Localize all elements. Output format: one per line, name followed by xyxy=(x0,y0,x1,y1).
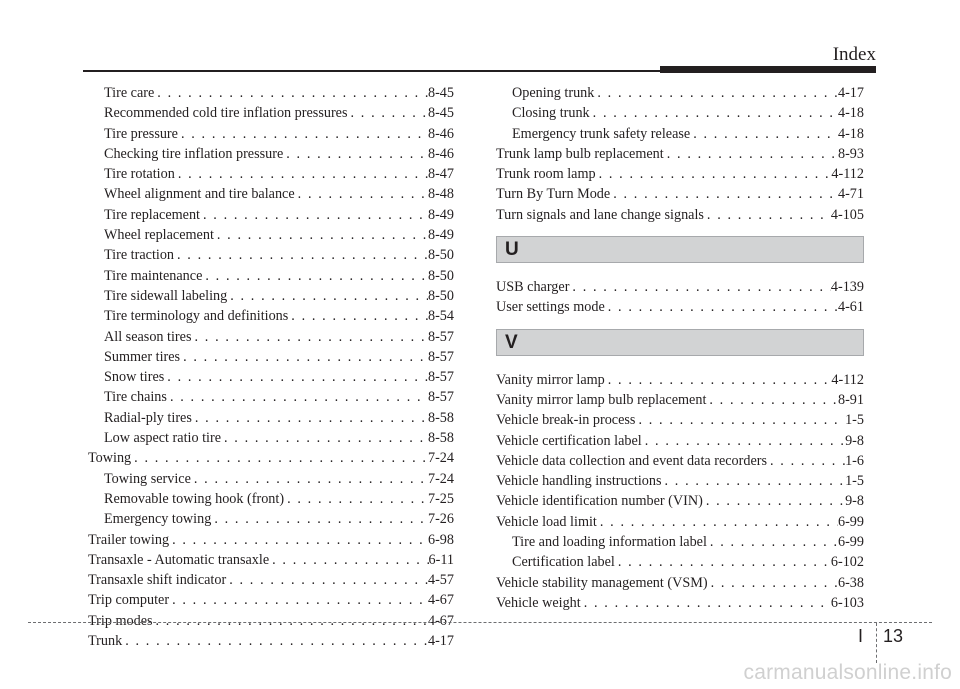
entry-page: 1-6 xyxy=(845,452,864,469)
dot-leader xyxy=(153,611,428,631)
index-entry xyxy=(88,205,454,225)
index-entry xyxy=(88,550,454,570)
dot-leader xyxy=(610,184,838,204)
index-entry xyxy=(496,451,864,471)
dot-leader xyxy=(707,532,838,552)
dot-leader xyxy=(211,509,428,529)
entry-label: Transaxle shift indicator xyxy=(88,572,227,589)
entry-page: 8-48 xyxy=(427,186,454,203)
index-entry xyxy=(88,631,454,651)
dot-leader xyxy=(295,184,428,204)
index-entry xyxy=(88,469,454,489)
index-entry xyxy=(496,83,864,103)
entry-label: Summer tires xyxy=(104,348,181,365)
index-entry xyxy=(496,573,864,593)
index-entry xyxy=(88,225,454,245)
index-entry xyxy=(88,164,454,184)
index-entry xyxy=(496,491,864,511)
entry-label: Vanity mirror lamp xyxy=(496,371,605,388)
index-entry xyxy=(88,184,454,204)
dot-leader xyxy=(664,144,838,164)
entry-label: Vehicle certification label xyxy=(496,432,642,449)
index-entry xyxy=(88,530,454,550)
entry-page: 8-50 xyxy=(427,267,454,284)
dot-leader xyxy=(169,530,428,550)
entry-label: Vanity mirror lamp bulb replacement xyxy=(496,391,707,408)
index-entry xyxy=(496,593,864,613)
entry-list-v xyxy=(496,370,864,614)
dot-leader xyxy=(690,124,838,144)
index-entry xyxy=(496,390,864,410)
footer-divider xyxy=(876,623,877,663)
dot-leader xyxy=(221,428,428,448)
index-entry xyxy=(496,144,864,164)
header-bar xyxy=(660,66,876,73)
entry-page: 6-99 xyxy=(837,534,864,551)
entry-page: 8-57 xyxy=(427,348,454,365)
page-section-letter: I xyxy=(858,626,864,646)
index-entry xyxy=(88,448,454,468)
index-entry xyxy=(88,489,454,509)
entry-label: Snow tires xyxy=(104,369,165,386)
index-entry xyxy=(88,245,454,265)
entry-label: Turn By Turn Mode xyxy=(496,186,611,203)
entry-page: 8-57 xyxy=(427,369,454,386)
entry-page: 8-45 xyxy=(427,105,454,122)
entry-label: Trunk lamp bulb replacement xyxy=(496,145,664,162)
entry-label: Vehicle data collection and event data recorders xyxy=(496,452,768,469)
entry-page: 8-57 xyxy=(427,328,454,345)
dot-leader xyxy=(569,277,830,297)
dot-leader xyxy=(642,431,845,451)
entry-page: 4-61 xyxy=(837,299,864,316)
dot-leader xyxy=(131,448,428,468)
entry-page: 6-98 xyxy=(427,531,454,548)
entry-label: Tire and loading information label xyxy=(512,534,707,551)
entry-page: 8-58 xyxy=(427,409,454,426)
dot-leader xyxy=(284,489,428,509)
dot-leader xyxy=(169,590,428,610)
section-header-u xyxy=(496,236,864,263)
entry-label: Certification label xyxy=(512,554,615,571)
entry-page: 6-38 xyxy=(837,574,864,591)
entry-label: Emergency towing xyxy=(104,511,212,528)
entry-page: 4-67 xyxy=(427,612,454,629)
dot-leader xyxy=(635,410,845,430)
entry-label: Tire replacement xyxy=(104,206,200,223)
dot-leader xyxy=(192,408,428,428)
index-entry xyxy=(88,611,454,631)
entry-page: 8-45 xyxy=(427,85,454,101)
entry-page: 4-17 xyxy=(427,633,454,650)
dot-leader xyxy=(662,471,846,491)
index-entry xyxy=(88,367,454,387)
dot-leader xyxy=(590,103,838,123)
index-entry xyxy=(496,552,864,572)
section-letter-u: U xyxy=(505,239,519,261)
entry-page: 4-57 xyxy=(427,572,454,589)
dot-leader xyxy=(180,347,428,367)
entry-page: 7-24 xyxy=(427,470,454,487)
entry-list-u xyxy=(496,277,864,318)
dot-leader xyxy=(594,83,838,103)
entry-page: 9-8 xyxy=(845,493,864,510)
entry-page: 4-18 xyxy=(837,105,864,122)
spacer xyxy=(496,356,864,370)
index-entry xyxy=(496,512,864,532)
spacer xyxy=(496,225,864,236)
index-entry xyxy=(496,431,864,451)
index-entry xyxy=(88,306,454,326)
index-entry xyxy=(496,532,864,552)
entry-label: Tire terminology and definitions xyxy=(104,308,289,325)
entry-page: 9-8 xyxy=(845,432,864,449)
entry-label: Vehicle weight xyxy=(496,594,581,611)
index-entry xyxy=(496,164,864,184)
entry-page: 8-49 xyxy=(427,227,454,244)
index-entry xyxy=(88,428,454,448)
dot-leader xyxy=(605,297,838,317)
entry-page: 6-11 xyxy=(428,551,454,568)
entry-label: Trunk xyxy=(88,633,123,650)
entry-page: 8-57 xyxy=(427,389,454,406)
index-entry xyxy=(496,370,864,390)
index-entry xyxy=(496,124,864,144)
entry-label: Tire traction xyxy=(104,247,175,264)
footer-rule xyxy=(28,622,932,623)
dot-leader xyxy=(708,573,838,593)
dot-leader xyxy=(174,245,428,265)
entry-page: 6-102 xyxy=(830,554,864,571)
entry-label: USB charger xyxy=(496,279,570,296)
entry-page: 1-5 xyxy=(845,412,864,429)
entry-page: 7-26 xyxy=(427,511,454,528)
index-entry xyxy=(496,410,864,430)
index-entry xyxy=(496,277,864,297)
dot-leader xyxy=(227,286,428,306)
entry-label: User settings mode xyxy=(496,299,605,316)
dot-leader xyxy=(269,550,428,570)
entry-page: 4-112 xyxy=(831,371,864,388)
entry-label: Recommended cold tire inflation pressures xyxy=(104,105,348,122)
entry-label: Transaxle - Automatic transaxle xyxy=(88,551,270,568)
index-entry xyxy=(496,205,864,225)
dot-leader xyxy=(288,306,428,326)
entry-list-left xyxy=(88,83,454,651)
section-header-v xyxy=(496,329,864,356)
entry-label: Emergency trunk safety release xyxy=(512,125,691,142)
index-entry xyxy=(88,83,454,103)
dot-leader xyxy=(615,552,831,572)
entry-label: Checking tire inflation pressure xyxy=(104,145,284,162)
entry-label: Tire chains xyxy=(104,389,167,406)
entry-page: 1-5 xyxy=(845,473,864,490)
entry-page: 7-25 xyxy=(427,490,454,507)
dot-leader xyxy=(191,327,428,347)
entry-label: Opening trunk xyxy=(512,85,595,101)
entry-label: Tire care xyxy=(104,85,155,101)
entry-page: 4-18 xyxy=(837,125,864,142)
index-entry xyxy=(88,590,454,610)
entry-label: Wheel alignment and tire balance xyxy=(104,186,295,203)
index-entry xyxy=(88,103,454,123)
dot-leader xyxy=(704,205,831,225)
header-title: Index xyxy=(832,44,876,65)
entry-label: Wheel replacement xyxy=(104,227,214,244)
entry-label: Vehicle break-in process xyxy=(496,412,636,429)
entry-page: 4-67 xyxy=(427,592,454,609)
entry-page: 8-46 xyxy=(427,145,454,162)
entry-label: Low aspect ratio tire xyxy=(104,430,221,447)
entry-page: 8-93 xyxy=(837,145,864,162)
entry-label: Vehicle stability management (VSM) xyxy=(496,574,708,591)
entry-label: Tire sidewall labeling xyxy=(104,287,228,304)
entry-page: 4-105 xyxy=(830,206,864,223)
entry-page: 4-17 xyxy=(837,85,864,101)
dot-leader xyxy=(703,491,845,511)
dot-leader xyxy=(167,387,428,407)
entry-label: Towing xyxy=(88,450,132,467)
entry-label: Vehicle identification number (VIN) xyxy=(496,493,703,510)
index-entry xyxy=(88,408,454,428)
dot-leader xyxy=(154,83,428,103)
watermark: carmanualsonline.info xyxy=(743,661,952,684)
dot-leader xyxy=(175,164,428,184)
index-entry xyxy=(88,124,454,144)
entry-page: 4-71 xyxy=(837,186,864,203)
entry-label: All season tires xyxy=(104,328,192,345)
entry-page: 8-46 xyxy=(427,125,454,142)
dot-leader xyxy=(605,370,832,390)
dot-leader xyxy=(122,631,428,651)
entry-page: 4-112 xyxy=(831,166,864,183)
section-letter-v: V xyxy=(505,331,518,353)
entry-label: Trailer towing xyxy=(88,531,170,548)
dot-leader xyxy=(767,451,845,471)
spacer xyxy=(496,263,864,277)
index-entry xyxy=(496,297,864,317)
dot-leader xyxy=(191,469,428,489)
spacer xyxy=(496,318,864,329)
entry-page: 6-99 xyxy=(837,513,864,530)
entry-label: Vehicle handling instructions xyxy=(496,473,662,490)
entry-page: 8-50 xyxy=(427,287,454,304)
dot-leader xyxy=(597,512,838,532)
dot-leader xyxy=(202,266,428,286)
dot-leader xyxy=(226,570,428,590)
entry-list-right-top xyxy=(496,83,864,225)
entry-label: Closing trunk xyxy=(512,105,590,122)
dot-leader xyxy=(347,103,428,123)
entry-page: 4-139 xyxy=(830,279,864,296)
index-entry xyxy=(88,144,454,164)
entry-label: Trunk room lamp xyxy=(496,166,596,183)
entry-label: Towing service xyxy=(104,470,191,487)
index-entry xyxy=(88,387,454,407)
dot-leader xyxy=(178,124,428,144)
entry-page: 8-49 xyxy=(427,206,454,223)
entry-label: Turn signals and lane change signals xyxy=(496,206,704,223)
entry-label: Trip computer xyxy=(88,592,170,609)
index-column-right xyxy=(496,83,864,613)
dot-leader xyxy=(200,205,428,225)
entry-label: Removable towing hook (front) xyxy=(104,490,285,507)
entry-page: 8-54 xyxy=(427,308,454,325)
entry-label: Vehicle load limit xyxy=(496,513,597,530)
entry-label: Trip modes xyxy=(88,612,153,629)
index-column-left xyxy=(88,83,454,651)
dot-leader xyxy=(706,390,838,410)
entry-label: Tire rotation xyxy=(104,166,175,183)
entry-page: 6-103 xyxy=(830,594,864,611)
index-entry xyxy=(496,184,864,204)
entry-page: 8-47 xyxy=(427,166,454,183)
index-entry xyxy=(88,286,454,306)
index-entry xyxy=(88,570,454,590)
entry-page: 7-24 xyxy=(427,450,454,467)
entry-page: 8-91 xyxy=(837,391,864,408)
index-entry xyxy=(88,266,454,286)
index-entry xyxy=(496,471,864,491)
dot-leader xyxy=(596,164,832,184)
index-entry xyxy=(88,327,454,347)
dot-leader xyxy=(283,144,428,164)
entry-label: Tire maintenance xyxy=(104,267,203,284)
dot-leader xyxy=(214,225,428,245)
header-rule xyxy=(83,70,660,72)
page-number-value: 13 xyxy=(883,626,904,646)
dot-leader xyxy=(164,367,428,387)
entry-page: 8-58 xyxy=(427,430,454,447)
index-entry xyxy=(88,347,454,367)
entry-label: Radial-ply tires xyxy=(104,409,192,426)
entry-label: Tire pressure xyxy=(104,125,178,142)
dot-leader xyxy=(581,593,831,613)
entry-page: 8-50 xyxy=(427,247,454,264)
index-entry xyxy=(496,103,864,123)
index-entry xyxy=(88,509,454,529)
